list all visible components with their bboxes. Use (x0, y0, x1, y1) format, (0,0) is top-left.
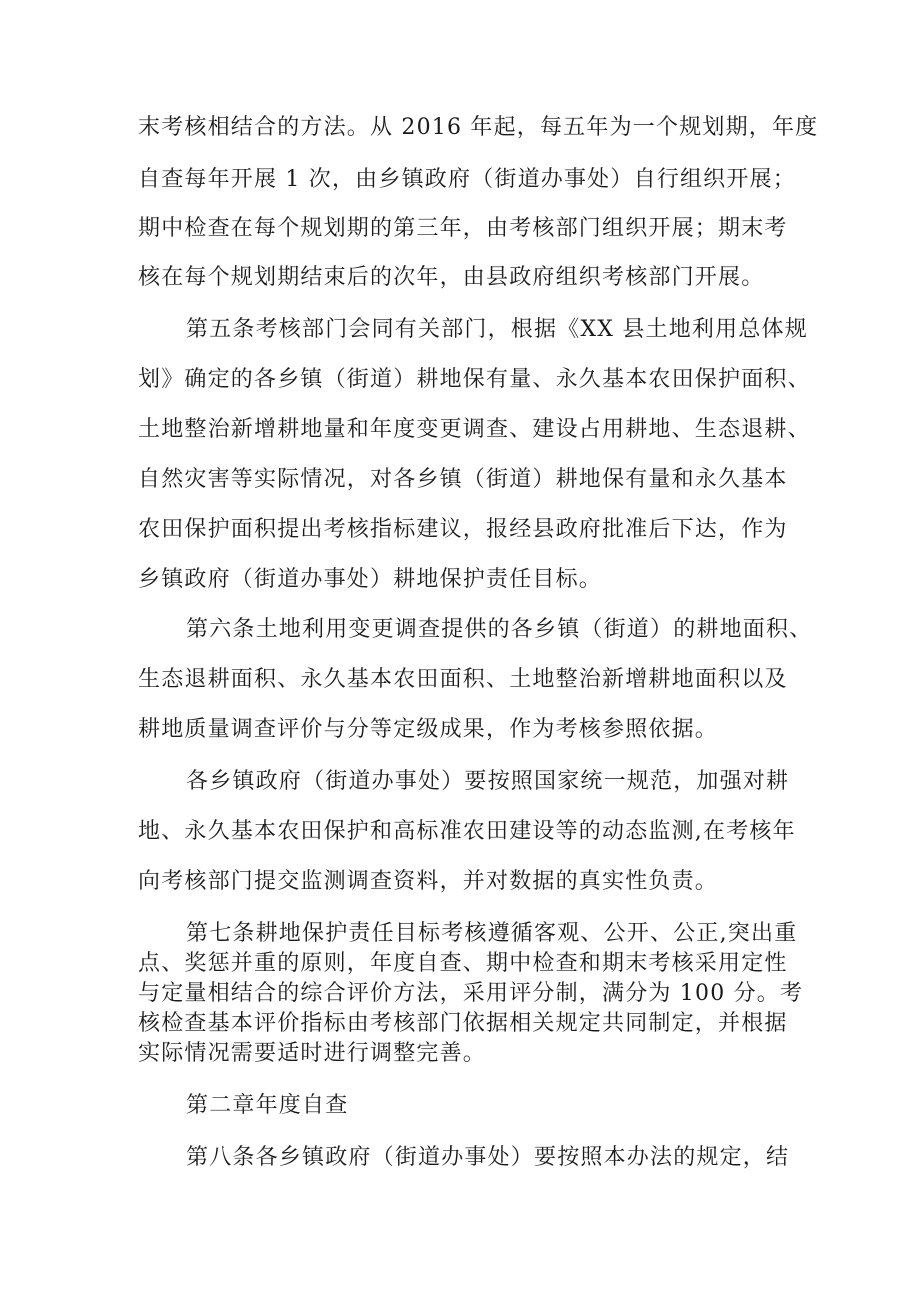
text-line: 土地整治新增耕地量和年度变更调查、建设占用耕地、生态退耕、 (138, 417, 811, 442)
text-line: 向考核部门提交监测调查资料，并对数据的真实性负责。 (138, 869, 719, 894)
text-line: 农田保护面积提出考核指标建议，报经县政府批准后下达，作为 (138, 517, 788, 542)
text-line: 第六条土地利用变更调查提供的各乡镇（街道）的耕地面积、 (186, 617, 813, 642)
text-line: 耕地质量调查评价与分等定级成果，作为考核参照依据。 (138, 717, 719, 742)
chapter-heading: 第二章年度自查 (186, 1093, 349, 1118)
text-line: 核检查基本评价指标由考核部门依据相关规定共同制定，并根据 (138, 1011, 788, 1036)
text-line: 点、奖惩并重的原则，年度自查、期中检查和期末考核采用定性 (138, 951, 788, 976)
text-line: 第五条考核部门会同有关部门，根据《XX 县土地利用总体规 (186, 317, 808, 342)
text-line: 与定量相结合的综合评价方法，采用评分制，满分为 100 分。考 (138, 981, 804, 1006)
text-line: 实际情况需要适时进行调整完善。 (138, 1041, 487, 1066)
text-line: 末考核相结合的方法。从 2016 年起，每五年为一个规划期，年度 (138, 115, 819, 140)
text-line: 生态退耕面积、永久基本农田面积、土地整治新增耕地面积以及 (138, 667, 788, 692)
text-line: 各乡镇政府（街道办事处）要按照国家统一规范，加强对耕 (186, 769, 790, 794)
text-line: 第八条各乡镇政府（街道办事处）要按照本办法的规定，结 (186, 1145, 790, 1170)
text-line: 核在每个规划期结束后的次年，由县政府组织考核部门开展。 (138, 265, 765, 290)
text-line: 乡镇政府（街道办事处）耕地保护责任目标。 (138, 567, 603, 592)
text-line: 地、永久基本农田保护和高标准农田建设等的动态监测,在考核年 (138, 819, 796, 844)
text-line: 第七条耕地保护责任目标考核遵循客观、公开、公正,突出重 (186, 921, 798, 946)
text-line: 划》确定的各乡镇（街道）耕地保有量、永久基本农田保护面积、 (138, 367, 811, 392)
text-line: 期中检查在每个规划期的第三年，由考核部门组织开展；期末考 (138, 216, 788, 241)
text-line: 自然灾害等实际情况，对各乡镇（街道）耕地保有量和永久基本 (138, 467, 788, 492)
text-line: 自查每年开展 1 次，由乡镇政府（街道办事处）自行组织开展； (138, 167, 796, 192)
